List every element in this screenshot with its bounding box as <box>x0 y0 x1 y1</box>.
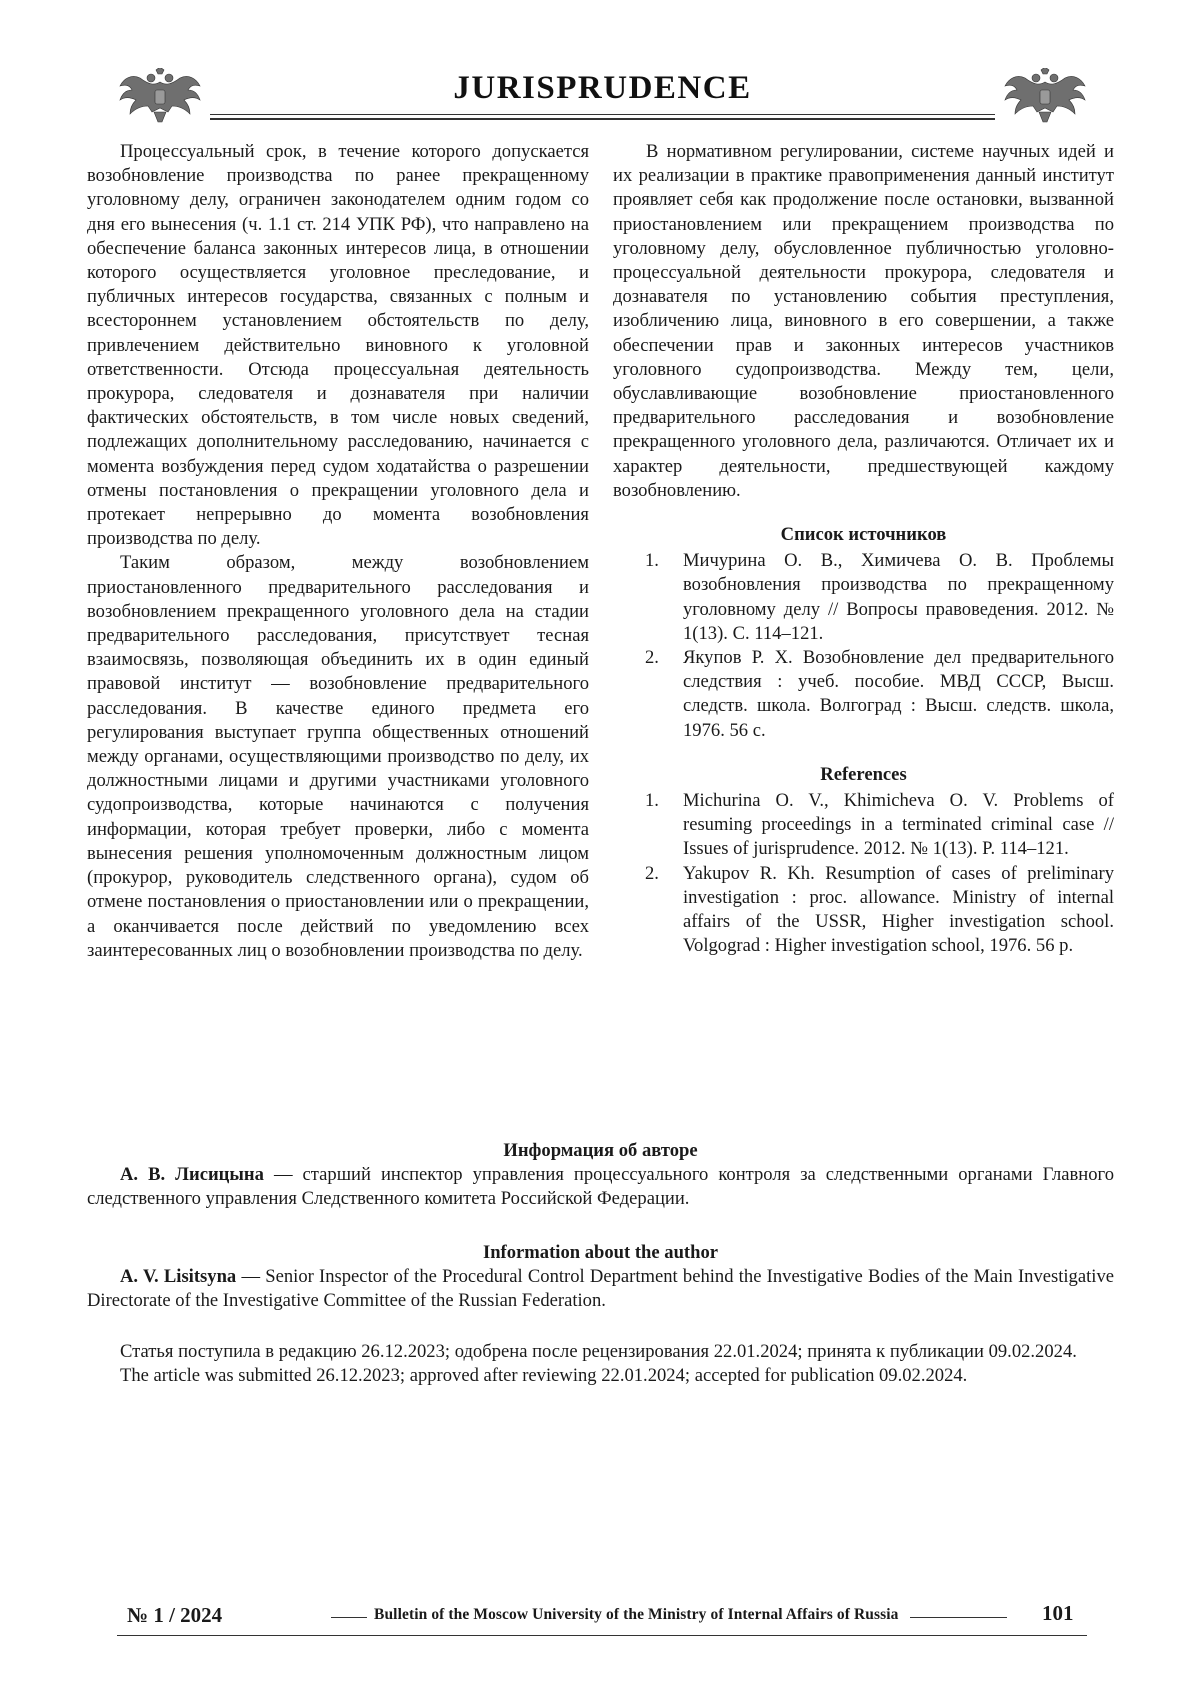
list-number: 1. <box>645 790 659 812</box>
author-info-text <box>87 1265 1114 1313</box>
author-info-en <box>87 1241 1114 1314</box>
author-name: А. В. Лисицына <box>120 1164 264 1186</box>
footer-dash <box>331 1617 367 1618</box>
sources-list <box>613 549 1114 743</box>
author-info-heading: Информация об авторе <box>503 1140 698 1161</box>
author-info-text <box>87 1163 1114 1211</box>
page-footer <box>87 1597 1114 1637</box>
double-headed-eagle-icon <box>118 68 202 126</box>
dates-ru: Статья поступила в редакцию 26.12.2023; одобрена после рецензирования 22.01.2024; принята к публикации 09.02.2024. <box>120 1341 1077 1362</box>
source-text: Якупов Р. Х. Возобновление дел предварительного следствия : учеб. пособие. МВД СССР, Высш. следств. школа. Волгоград : Высш. следств. школа, 1976. 56 с. <box>683 647 1114 741</box>
list-item <box>613 646 1114 743</box>
list-number: 2. <box>645 647 659 669</box>
double-headed-eagle-icon <box>1003 68 1087 126</box>
body-paragraph: В нормативном регулировании, системе научных идей и их реализации в практике правоприменения данный институт проявляет себя как продолжение после остановки, вызванной приостановлением или прекращением производства по уголовному делу, обусловленное публичностью уголовно-процессуальной деятельности прокурора, следователя и дознавателя по установлению события преступления, изобличению лица, виновного в его совершении, а также обеспечении прав и законных интересов участников уголовного судопроизводства. Между тем, цели, обуславливающие возобновление приостановленного предварительного расследования и возобновление прекращенного уголовного дела, различаются. Отличает их и характер деятельности, предшествующей каждому возобновлению. <box>613 141 1114 501</box>
author-info-heading: Information about the author <box>482 1242 719 1263</box>
reference-text: Michurina O. V., Khimicheva O. V. Problems of resuming proceedings in a terminated criminal case // Issues of jurisprudence. 2012. № 1(13). P. 114–121. <box>683 790 1114 860</box>
dates-en: The article was submitted 26.12.2023; approved after reviewing 22.01.2024; accepted for publication 09.02.2024. <box>120 1365 968 1387</box>
sources-heading: Список источников <box>780 524 947 546</box>
reference-text: Yakupov R. Kh. Resumption of cases of preliminary investigation : proc. allowance. Ministry of internal affairs of the USSR, Higher investigation school. Volgograd : Higher investigation school, 1976. 56 p. <box>683 862 1114 957</box>
footer-rule <box>117 1635 1087 1636</box>
author-name: A. V. Lisitsyna <box>120 1266 237 1288</box>
author-position: — Senior Inspector of the Procedural Control Department behind the Investigative Bodies of the Main Investigative Directorate of the Investigative Committee of the Russian Federation. <box>87 1266 1114 1312</box>
page-number: 101 <box>1042 1601 1074 1625</box>
right-column <box>613 140 1114 959</box>
references-list <box>613 789 1114 958</box>
list-item <box>613 862 1114 959</box>
article-dates <box>87 1340 1114 1388</box>
journal-name: Bulletin of the Moscow University of the Ministry of Internal Affairs of Russia <box>374 1606 899 1623</box>
list-item <box>613 549 1114 646</box>
left-column <box>87 140 589 963</box>
running-title: JURISPRUDENCE <box>453 70 752 106</box>
author-position: — старший инспектор управления процессуального контроля за следственными органами Главного следственного управления Следственного комитета Российской Федерации. <box>87 1164 1115 1210</box>
footer-dash <box>910 1617 1007 1618</box>
author-info-ru <box>87 1139 1114 1212</box>
body-paragraph: Процессуальный срок, в течение которого допускается возобновление производства по ранее прекращенному уголовному делу, ограничен законодателем одним годом со дня его вынесения (ч. 1.1 ст. 214 УПК РФ), что направлено на обеспечение баланса законных интересов лица, в отношении которого осуществляется уголовное преследование, и публичных интересов государства, связанных с полным и всестороннем установлением обстоятельств по делу, привлечением действительно виновного к уголовной ответственности. Отсюда процессуальная деятельность прокурора, следователя и дознавателя при наличии фактических обстоятельств, в том числе новых сведений, подлежащих дополнительному расследованию, начинается с момента возбуждения перед судом ходатайства о разрешении отмены постановления о прекращении уголовного дела и протекает непрерывно до момента возобновления производства по делу. <box>87 141 589 550</box>
body-paragraph: Таким образом, между возобновлением приостановленного предварительного расследования и возобновлением прекращенного уголовного дела на стадии предварительного расследования, присутствует тесная взаимосвязь, позволяющая объединить их в один единый правовой институт — возобновление предварительного расследования. В качестве единого предмета его регулирования выступает группа общественных отношений между органами, осуществляющими производство по делу, их должностными лицами и другими участниками уголовного судопроизводства, которые начинаются с получения информации, которая требует проверки, либо с момента вынесения решения уполномоченным должностным лицом (прокурор, руководитель следственного органа), судом об отмене постановления о приостановлении или о прекращении, а оканчивается после действий по уведомлению всех заинтересованных лиц о возобновлении производства по делу. <box>87 552 589 961</box>
issue-number: № 1 / 2024 <box>127 1603 223 1627</box>
list-number: 2. <box>645 862 659 884</box>
header-rule-thick <box>210 118 995 120</box>
list-number: 1. <box>645 550 659 572</box>
header-rule <box>210 114 995 115</box>
list-item <box>613 789 1114 862</box>
source-text: Мичурина О. В., Химичева О. В. Проблемы возобновления производства по прекращенному уголовному делу // Вопросы правоведения. 2012. № 1(13). С. 114–121. <box>683 550 1114 644</box>
references-heading: References <box>820 763 907 785</box>
